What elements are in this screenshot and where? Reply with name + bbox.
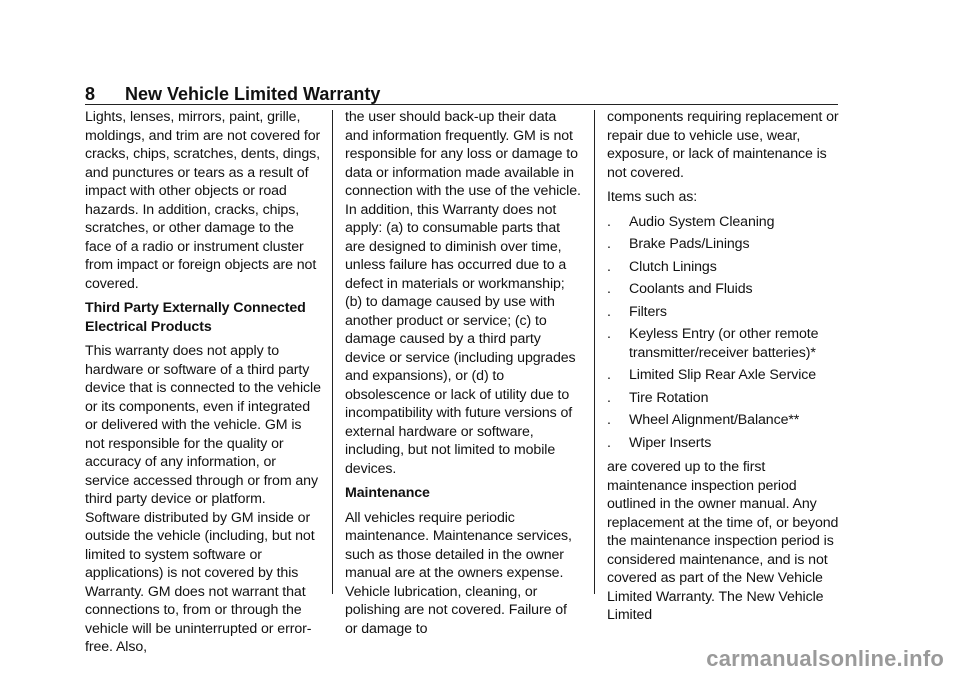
maintenance-items-list (607, 213, 845, 453)
bullet: . (607, 236, 611, 252)
column-divider (332, 110, 333, 594)
list-item-text: Wheel Alignment/Balance** (629, 412, 800, 428)
third-party-paragraph: This warranty does not apply to hardware or software of a third party device that is connected to the vehicle or its components, even if integrated or delivered with the vehicle. GM is not responsible for the quality or accuracy of any information, or service accessed through or from any third party device or platform. Software distributed by GM inside or outside the vehicle (including, but not limited to system software or applications) is not covered by this Warranty. GM does not warrant that connections to, from or through the vehicle will be uninterrupted or error-free. Also, (85, 343, 321, 655)
third-party-continued-paragraph: the user should back-up their data and information frequently. GM is not responsible for any loss or damage to data or information made available in connection with the use of the vehicle. In addition, this Warranty does not apply: (a) to consumable parts that are designed to diminish over time, unless failure has occurred due to a defect in materials or workmanship; (b) to damage caused by use with another product or service; (c) to damage caused by a third party device or service (including upgrades and expansions), or (d) to obsolescence or lack of utility due to incompatibility with future versions of external hardware or software, including, but not limited to mobile devices. (345, 109, 581, 477)
list-item (607, 280, 845, 299)
list-item (607, 411, 845, 430)
page-number: 8 (85, 84, 96, 104)
cosmetic-damage-paragraph: Lights, lenses, mirrors, paint, grille, moldings, and trim are not covered for cracks, chips, scratches, dents, dings, and punctures or tears as a result of impact with other objects or road hazards. In addition, cracks, chips, scratches, or other damage to the face of a radio or instrument cluster from impact or foreign objects are not covered. (85, 109, 321, 292)
list-item (607, 213, 845, 232)
bullet: . (607, 213, 611, 230)
list-item-text: Keyless Entry (or other remote transmitter/receiver batteries)* (629, 326, 819, 361)
list-item-text: Brake Pads/Linings (629, 236, 750, 252)
site-watermark: carmanualsonline.info (706, 646, 944, 671)
list-item-text: Limited Slip Rear Axle Service (629, 367, 817, 383)
bullet: . (607, 281, 611, 297)
third-party-heading: Third Party Externally Connected Electrical Products (85, 300, 306, 335)
list-item (607, 303, 845, 322)
items-intro: Items such as: (607, 189, 698, 205)
list-item (607, 434, 845, 453)
list-item-text: Coolants and Fluids (629, 281, 753, 297)
maintenance-heading: Maintenance (345, 485, 430, 501)
list-item-text: Clutch Linings (629, 258, 717, 275)
page-title: New Vehicle Limited Warranty (125, 84, 381, 104)
list-item-text: Audio System Cleaning (629, 213, 775, 230)
bullet: . (607, 389, 611, 406)
bullet: . (607, 412, 611, 428)
list-item-text: Filters (629, 303, 667, 320)
list-item (607, 235, 845, 254)
list-item-text: Wiper Inserts (629, 434, 712, 451)
list-item (607, 258, 845, 277)
column-2 (345, 108, 583, 644)
maintenance-continued-paragraph: components requiring replacement or repair due to vehicle use, wear, exposure, or lack of maintenance is not covered. (607, 109, 839, 181)
bullet: . (607, 367, 611, 383)
maintenance-paragraph: All vehicles require periodic maintenance. Maintenance services, such as those detailed in the owner manual are at the owners expense. Vehicle lubrication, cleaning, or polishing are not covered. Failure of or damage to (345, 509, 572, 637)
bullet: . (607, 258, 611, 275)
list-item (607, 325, 845, 362)
column-1 (85, 108, 323, 663)
bullet: . (607, 303, 611, 320)
coverage-paragraph: are covered up to the first maintenance inspection period outlined in the owner manual. Any replacement at the time of, or beyond the maintenance inspection period is considered maintenance, and is not covered as part of the New Vehicle Limited Warranty. The New Vehicle Limited (607, 459, 839, 623)
page-header (85, 84, 838, 105)
column-3 (607, 108, 845, 631)
list-item (607, 366, 845, 385)
column-divider (594, 110, 595, 594)
list-item (607, 389, 845, 408)
list-item-text: Tire Rotation (629, 389, 709, 406)
bullet: . (607, 326, 611, 342)
bullet: . (607, 434, 611, 451)
